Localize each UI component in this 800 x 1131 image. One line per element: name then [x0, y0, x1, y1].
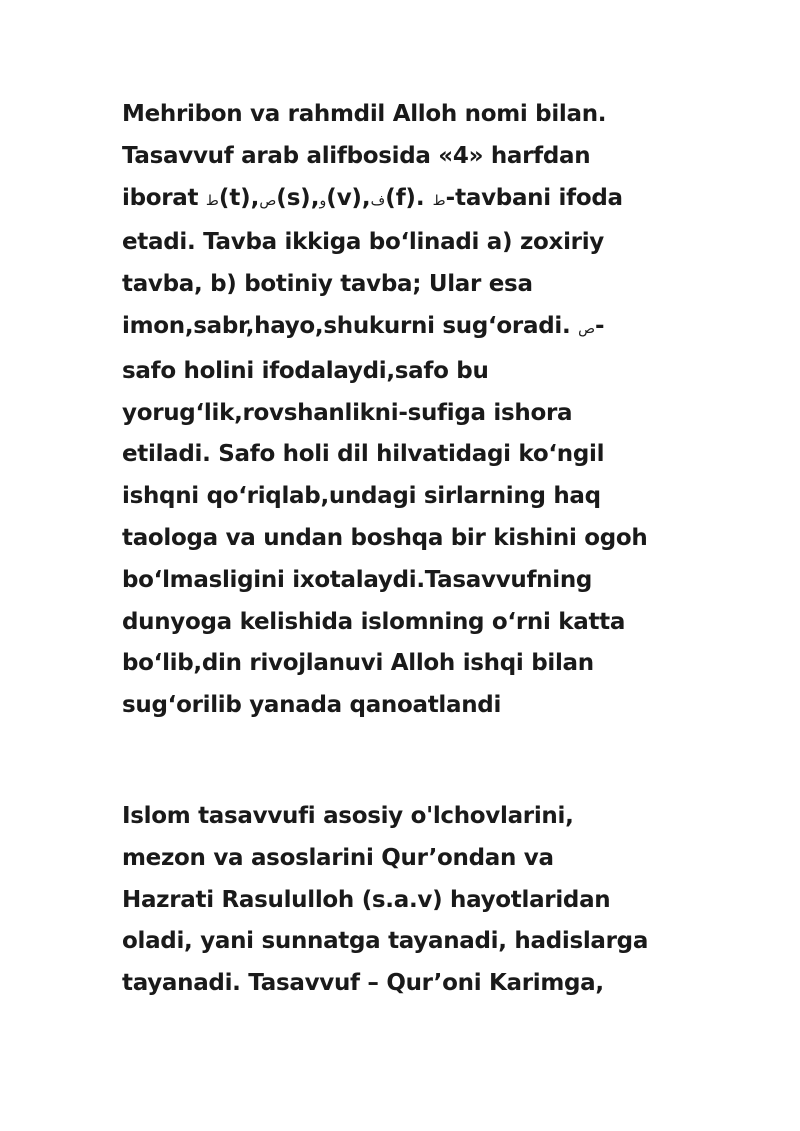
text-line: oladi, yani sunnatga tayanadi, hadislarga	[122, 928, 649, 955]
text-segment: (v),	[326, 184, 371, 211]
text-line: safo holini ifodalaydi,safo bu	[122, 357, 489, 384]
paragraph-islamic-sufism	[122, 796, 702, 1005]
text-segment: -	[595, 312, 605, 339]
arabic-letter-sad: ص	[259, 192, 277, 209]
text-segment: (s),	[276, 184, 320, 211]
text-line: Islom tasavvufi asosiy o'lchovlarini,	[122, 803, 574, 829]
text-line-with-arabic-letters	[122, 178, 702, 223]
text-line: ishqni qo‘riqlab,undagi sirlarning haq	[122, 483, 601, 510]
text-line: taologa va undan boshqa bir kishini ogoh	[122, 524, 648, 551]
paragraph-introduction	[122, 94, 702, 727]
text-segment: (f).	[385, 184, 433, 211]
text-line: Hazrati Rasululloh (s.a.v) hayotlaridan	[122, 886, 611, 913]
text-line: yorug‘lik,rovshanlikni-sufiga ishora	[122, 399, 573, 426]
arabic-letter-sad: ص	[578, 320, 596, 337]
text-line: sug‘orilib yanada qanoatlandi	[122, 692, 502, 719]
arabic-letter-fa: ف	[370, 192, 386, 209]
text-line: tayanadi. Tasavvuf – Qur’oni Karimga,	[122, 970, 604, 997]
text-line: Tasavvuf arab alifbosida «4» harfdan	[122, 142, 591, 169]
text-segment: iborat	[122, 184, 206, 211]
text-line: tavba, b) botiniy tavba; Ular esa	[122, 271, 533, 298]
text-segment: imon,sabr,hayo,shukurni sug‘oradi.	[122, 312, 579, 339]
text-line-with-arabic-letter	[122, 306, 702, 351]
text-line: mezon va asoslarini Qur’ondan va	[122, 844, 554, 871]
arabic-letter-ta: ط	[432, 192, 446, 209]
text-line: bo‘lmasligini ixotalaydi.Tasavvufning	[122, 566, 593, 593]
arabic-letter-waw: و	[319, 192, 327, 209]
text-line: etiladi. Safo holi dil hilvatidagi ko‘ngil	[122, 441, 605, 468]
text-segment: (t),	[218, 184, 260, 211]
text-line: bo‘lib,din rivojlanuvi Alloh ishqi bilan	[122, 650, 594, 677]
text-segment: -tavbani ifoda	[445, 184, 623, 211]
arabic-letter-ta: ط	[205, 192, 219, 209]
text-line: dunyoga kelishida islomning o‘rni katta	[122, 608, 626, 635]
text-line: Mehribon va rahmdil Alloh nomi bilan.	[122, 101, 607, 127]
text-line: etadi. Tavba ikkiga bo‘linadi a) zoxiriy	[122, 229, 604, 256]
